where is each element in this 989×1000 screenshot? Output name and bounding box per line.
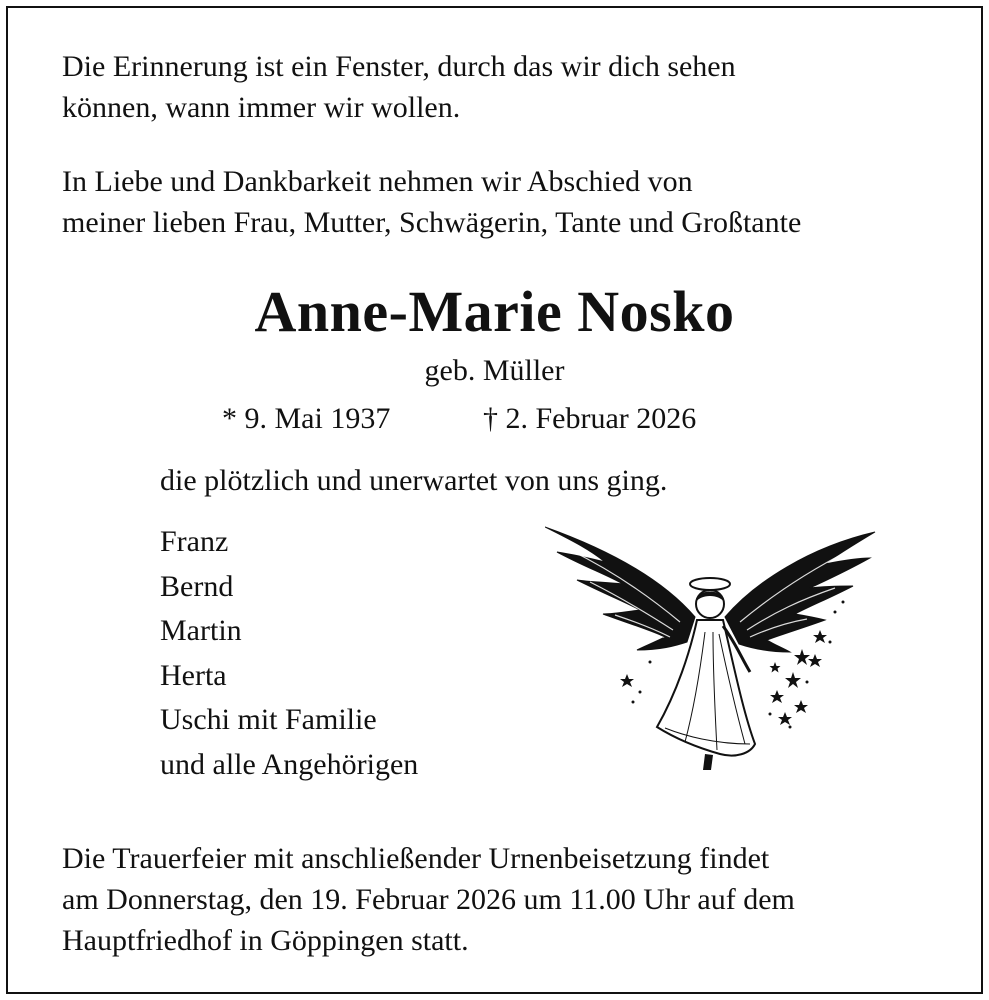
death-date: † 2. Februar 2026: [483, 402, 697, 435]
mourner-item: Uschi mit Familie: [160, 703, 377, 736]
memorial-quote: [62, 46, 736, 128]
birth-date: * 9. Mai 1937: [222, 402, 391, 435]
dedication-line-1: In Liebe und Dankbarkeit nehmen wir Abschied von: [62, 165, 693, 198]
quote-line-1: Die Erinnerung ist ein Fenster, durch das wir dich sehen: [62, 50, 736, 83]
quote-line-2: können, wann immer wir wollen.: [62, 91, 461, 124]
funeral-line-1: Die Trauerfeier mit anschließender Urnenbeisetzung findet: [62, 842, 770, 875]
passing-note: die plötzlich und unerwartet von uns ging.: [160, 464, 668, 497]
mourner-item: Bernd: [160, 569, 234, 603]
deceased-name: Anne-Marie Nosko: [254, 279, 735, 344]
dedication-line-2: meiner lieben Frau, Mutter, Schwägerin, Tante und Großtante: [62, 206, 802, 239]
mourner-item: Martin: [160, 614, 242, 647]
funeral-announcement: [62, 838, 795, 961]
dedication-text: [62, 161, 801, 243]
mourner-item: und alle Angehörigen: [160, 747, 419, 781]
mourners-list: [160, 520, 418, 787]
angel-icon: [545, 522, 880, 777]
funeral-line-3: Hauptfriedhof in Göppingen statt.: [62, 924, 469, 957]
funeral-line-2: am Donnerstag, den 19. Februar 2026 um 11.00 Uhr auf dem: [62, 883, 795, 916]
maiden-name: geb. Müller: [424, 354, 565, 387]
mourner-item: Franz: [160, 525, 229, 558]
mourner-item: Herta: [160, 658, 227, 692]
